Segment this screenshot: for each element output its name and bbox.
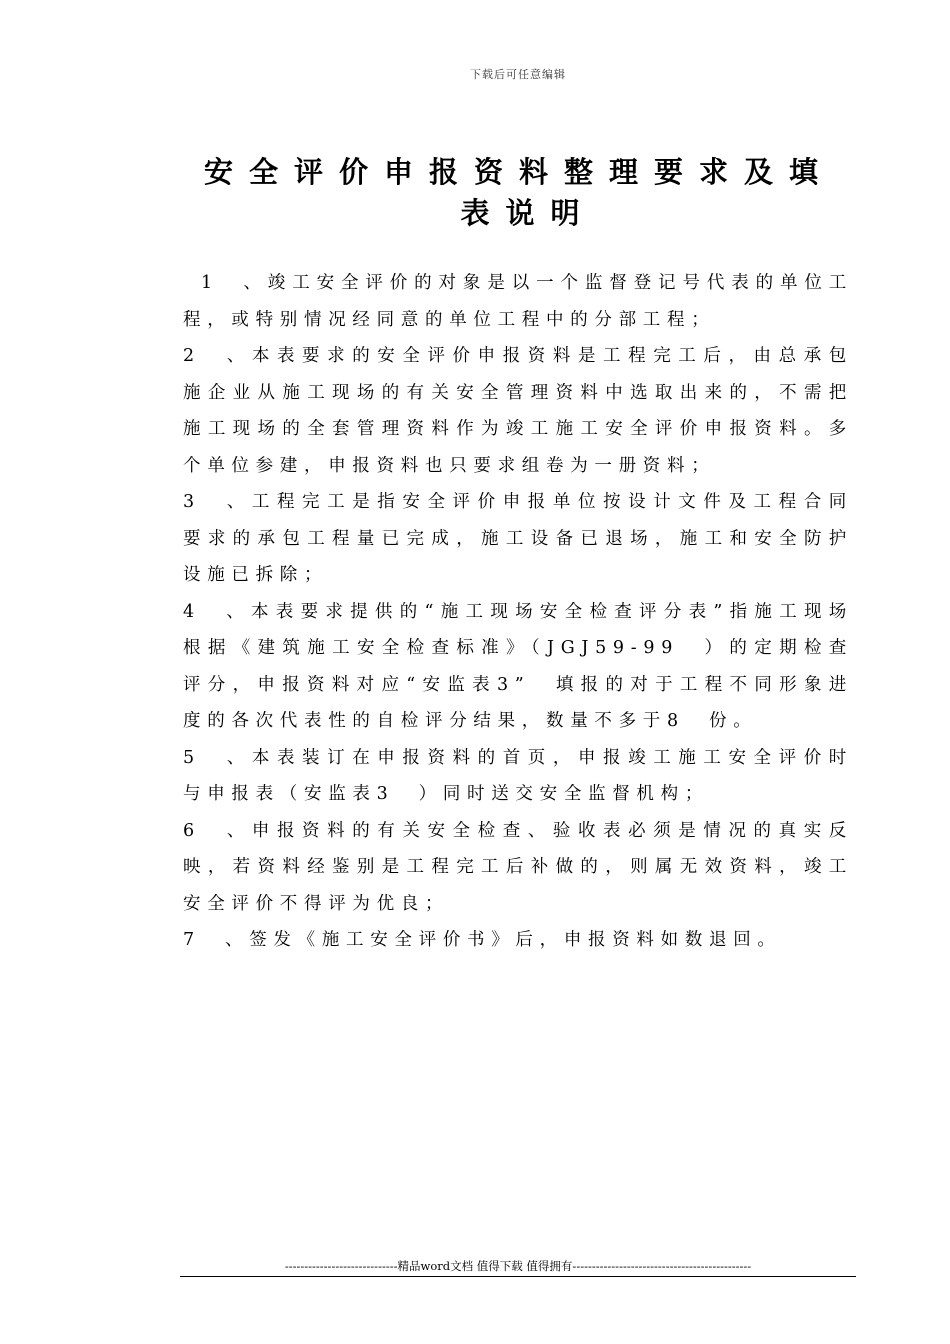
instruction-item-1: 1 、竣工安全评价的对象是以一个监督登记号代表的单位工程，或特别情况经同意的单位工程中的分部工程； — [183, 273, 853, 330]
header-note: 下载后可任意编辑 — [470, 68, 566, 81]
instruction-item-7: 7 、签发《施工安全评价书》后，申报资料如数退回。 — [183, 930, 782, 950]
document-title — [183, 152, 855, 234]
instruction-item-2: 2 、本表要求的安全评价申报资料是工程完工后，由总承包施企业从施工现场的有关安全管理资料中选取出来的，不需把施工现场的全套管理资料作为竣工施工安全评价申报资料。多个单位参建，申报资料也只要求组卷为一册资料； — [183, 346, 853, 476]
title-line-2: 表说明 — [460, 196, 596, 230]
instruction-item-3: 3 、工程完工是指安全评价申报单位按设计文件及工程合同要求的承包工程量已完成，施工设备已退场，施工和安全防护设施已拆除； — [183, 492, 853, 585]
title-line-1: 安全评价申报资料整理要求及填 — [203, 155, 834, 189]
footer-banner: -----------------------------精品word文档 值得下载 值得拥有---------------------------------------------- — [180, 1258, 856, 1277]
instructions-body — [183, 265, 853, 959]
instruction-item-5: 5 、本表装订在申报资料的首页，申报竣工施工安全评价时与申报表（安监表3 ）同时送交安全监督机构； — [183, 747, 853, 804]
instruction-item-6: 6 、申报资料的有关安全检查、验收表必须是情况的真实反映，若资料经鉴别是工程完工后补做的，则属无效资料，竣工安全评价不得评为优良； — [183, 820, 853, 914]
instruction-item-4: 4 、本表要求提供的“施工现场安全检查评分表”指施工现场根据《建筑施工安全检查标准》（JGJ59-99 ）的定期检查评分，申报资料对应“安监表3” 填报的对于工程不同形象进度的各次代表性的自检评分结果，数量不多于8 份。 — [183, 601, 853, 731]
